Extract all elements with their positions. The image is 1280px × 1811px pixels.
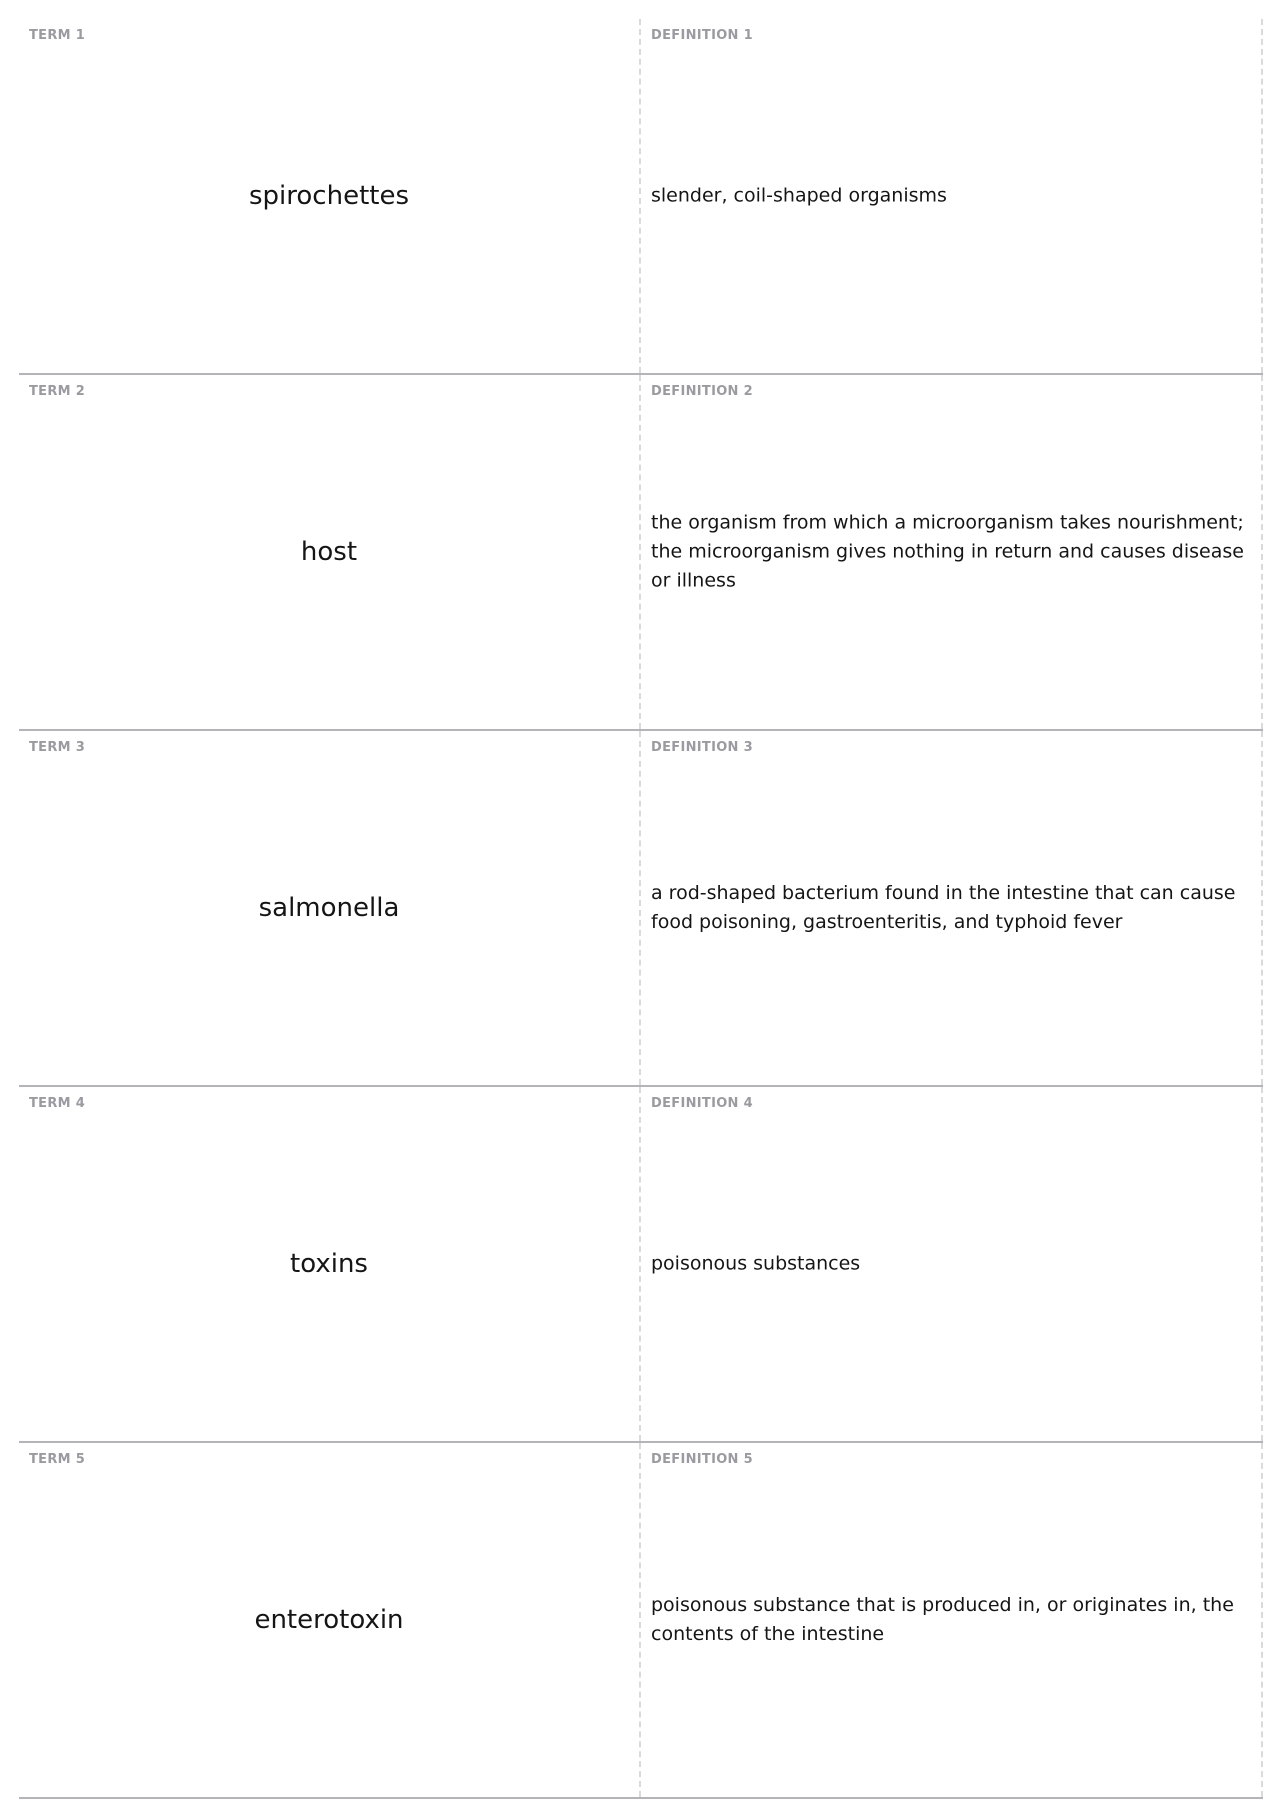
definition-text-1: slender, coil-shaped organisms (651, 184, 947, 207)
flashcard-sheet (19, 19, 1263, 1799)
definition-cell-4 (641, 1087, 1263, 1441)
definition-text-3: a rod-shaped bacterium found in the intestine that can cause food poisoning, gastroenteritis, and typhoid fever (651, 882, 1236, 933)
definition-cell-1 (641, 19, 1263, 373)
term-cell-3 (19, 731, 641, 1085)
term-cell-5 (19, 1443, 641, 1797)
flashcard-row-3 (19, 731, 1263, 1087)
definition-cell-5 (641, 1443, 1263, 1797)
definition-label-5: DEFINITION 5 (651, 1452, 753, 1467)
definition-label-1: DEFINITION 1 (651, 28, 753, 43)
flashcard-row-1 (19, 19, 1263, 375)
term-label-5: TERM 5 (29, 1452, 86, 1467)
term-cell-1 (19, 19, 641, 373)
definition-text-5: poisonous substance that is produced in, or originates in, the contents of the intestine (651, 1594, 1234, 1645)
definition-cell-2 (641, 375, 1263, 729)
term-text-4: toxins (290, 1249, 368, 1279)
term-text-1: spirochettes (249, 181, 409, 211)
term-cell-4 (19, 1087, 641, 1441)
term-text-5: enterotoxin (254, 1605, 404, 1635)
term-cell-2 (19, 375, 641, 729)
definition-label-2: DEFINITION 2 (651, 384, 753, 399)
term-label-1: TERM 1 (29, 28, 86, 43)
flashcard-row-5 (19, 1443, 1263, 1799)
definition-text-4: poisonous substances (651, 1252, 861, 1275)
definition-cell-3 (641, 731, 1263, 1085)
term-label-2: TERM 2 (29, 384, 86, 399)
flashcard-row-4 (19, 1087, 1263, 1443)
definition-text-2: the organism from which a microorganism takes nourishment; the microorganism gives nothing in return and causes disease or illness (651, 511, 1244, 592)
term-label-4: TERM 4 (29, 1096, 86, 1111)
definition-label-4: DEFINITION 4 (651, 1096, 753, 1111)
term-text-2: host (300, 537, 358, 567)
term-text-3: salmonella (258, 893, 400, 923)
term-label-3: TERM 3 (29, 740, 86, 755)
definition-label-3: DEFINITION 3 (651, 740, 753, 755)
flashcard-row-2 (19, 375, 1263, 731)
